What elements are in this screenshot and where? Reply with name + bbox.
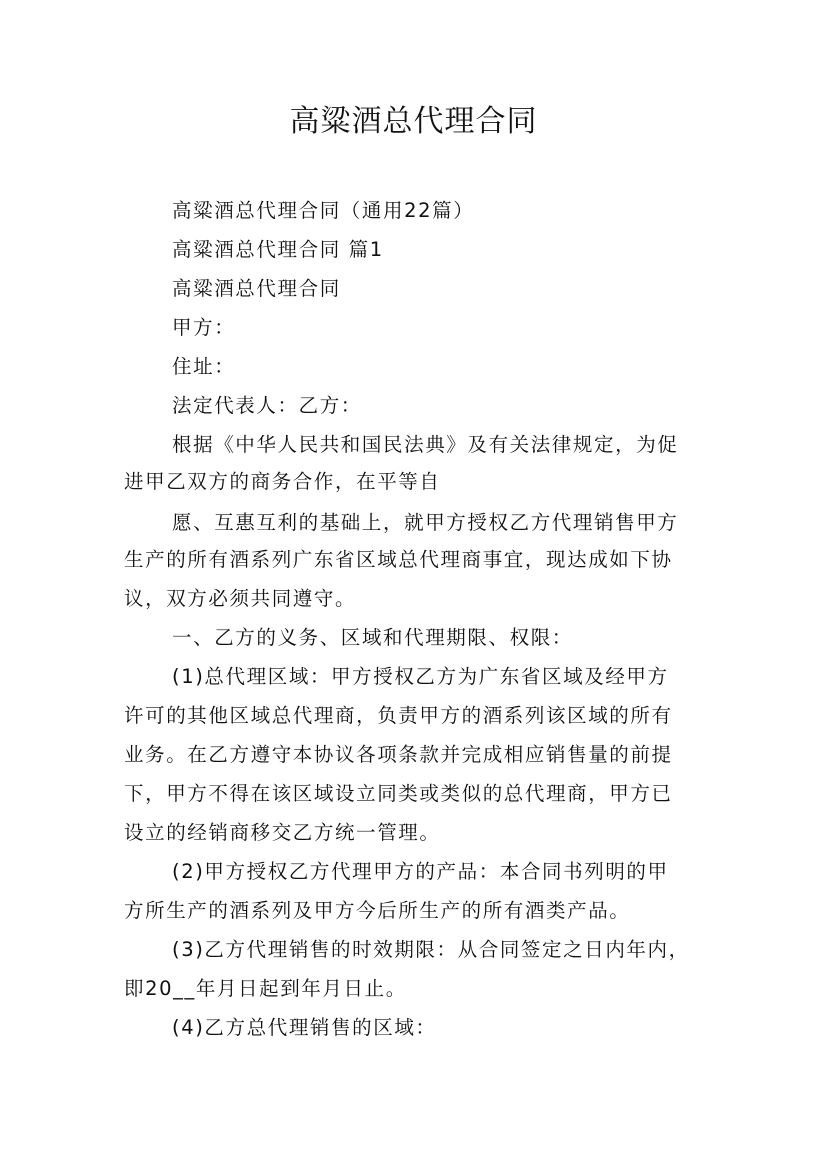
paragraph-line: 根据《中华人民共和国民法典》及有关法律规定，为促 [172,433,679,456]
clause-heading: 一、乙方的义务、区域和代理期限、权限： [172,626,573,649]
paragraph-line: (1)总代理区域：甲方授权乙方为广东省区域及经甲方 [172,665,669,688]
paragraph-line: 下，甲方不得在该区域设立同类或类似的总代理商，甲方已 [124,782,673,805]
document-title: 高粱酒总代理合同 [289,104,538,139]
contract-name-line: 高粱酒总代理合同 [172,277,341,300]
paragraph-line: 业务。在乙方遵守本协议各项条款并完成相应销售量的前提 [124,743,673,766]
paragraph-line: 进甲乙双方的商务合作，在平等自 [124,470,441,493]
paragraph-line: 愿、互惠互利的基础上，就甲方授权乙方代理销售甲方 [172,511,679,534]
address-label: 住址： [172,355,236,378]
paragraph-line: (4)乙方总代理销售的区域： [172,1016,437,1039]
section-heading: 高粱酒总代理合同 篇1 [172,238,384,261]
paragraph-line: 许可的其他区域总代理商，负责甲方的酒系列该区域的所有 [124,704,673,727]
paragraph-line: (2)甲方授权乙方代理甲方的产品：本合同书列明的甲 [172,860,669,883]
paragraph-line: 议，双方必须共同遵守。 [124,587,357,610]
party-a-label: 甲方： [172,316,236,339]
legal-rep-label: 法定代表人：乙方： [172,394,362,417]
subtitle-line: 高粱酒总代理合同（通用22篇） [172,199,475,222]
paragraph-line: 设立的经销商移交乙方统一管理。 [124,821,441,844]
paragraph-line: 生产的所有酒系列广东省区域总代理商事宜，现达成如下协 [124,548,673,571]
paragraph-line: 方所生产的酒系列及甲方今后所生产的所有酒类产品。 [124,899,631,922]
paragraph-line: (3)乙方代理销售的时效期限：从合同签定之日内年内， [172,938,690,961]
paragraph-line: 即20__年月日起到年月日止。 [124,977,407,1000]
